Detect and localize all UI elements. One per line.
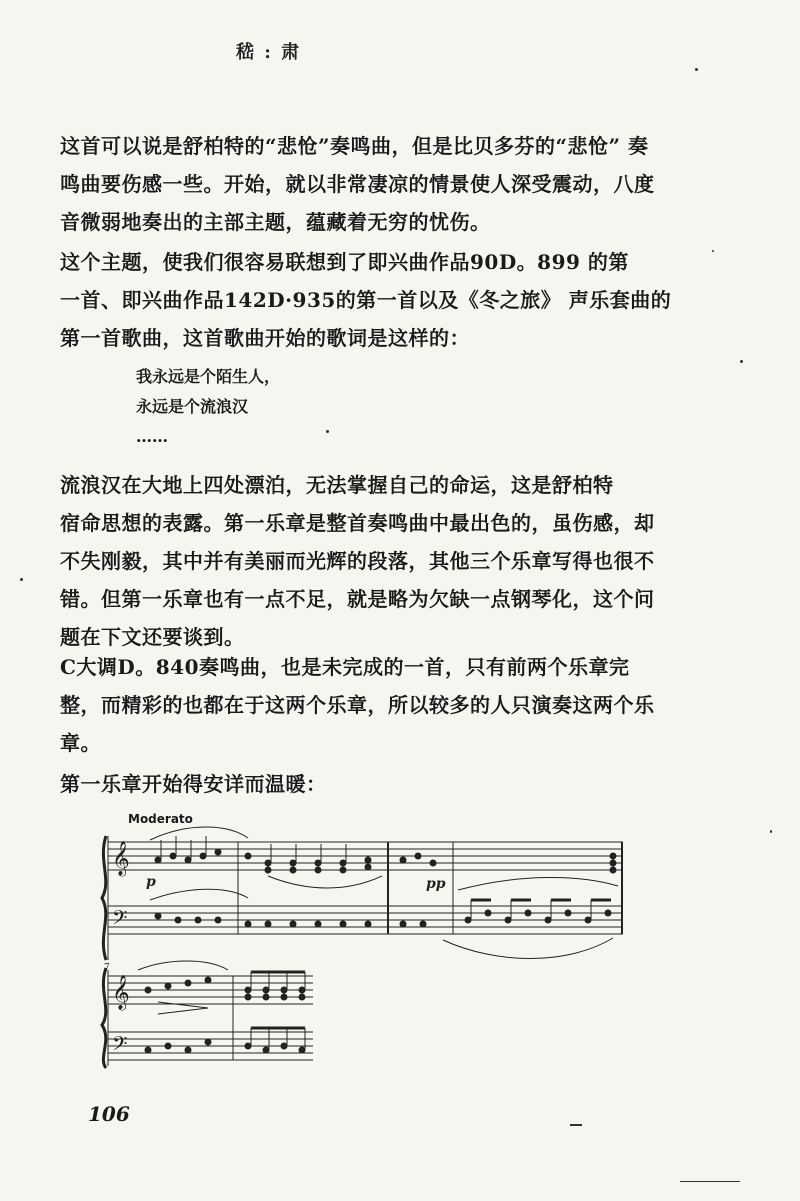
running-header: 嵇 : 肃 xyxy=(236,42,302,63)
text-line: 不失刚毅，其中并有美丽而光辉的段落，其他三个乐章写得也很不 xyxy=(60,549,655,573)
text-line: 音微弱地奏出的主部主题，蕴藏着无穷的忧伤。 xyxy=(60,210,491,234)
text-line: 整，而精彩的也都在于这两个乐章，所以较多的人只演奏这两个乐 xyxy=(60,693,655,717)
tempo-marking: Moderato xyxy=(128,812,193,826)
scan-speck xyxy=(680,1181,740,1182)
scan-speck xyxy=(20,578,23,581)
paragraph-5 xyxy=(60,765,670,803)
paragraph-1 xyxy=(60,127,670,241)
text-line: 题在下文还要谈到。 xyxy=(60,625,245,649)
music-score-excerpt xyxy=(98,820,638,1070)
treble-clef-icon: 𝄞 xyxy=(112,975,130,1010)
text-line: C大调D。840奏鸣曲，也是未完成的一首，只有前两个乐章完 xyxy=(60,655,630,679)
scan-speck xyxy=(570,1124,582,1126)
text-line: 宿命思想的表露。第一乐章是整首奏鸣曲中最出色的，虽伤感，却 xyxy=(60,511,655,535)
scan-speck xyxy=(770,830,772,833)
dynamic-pp: pp xyxy=(426,876,446,892)
measure-number: 7 xyxy=(104,963,110,973)
paragraph-3 xyxy=(60,466,670,656)
text-line: 章。 xyxy=(60,731,101,755)
lyric-line: 我永远是个陌生人， xyxy=(136,367,281,386)
lyric-line: 永远是个流浪汉 xyxy=(136,397,249,416)
bass-clef-icon: 𝄢 xyxy=(112,1032,128,1060)
dynamic-p: p xyxy=(146,874,156,890)
song-lyrics-quote xyxy=(136,362,280,452)
paragraph-4 xyxy=(60,648,670,762)
page-number: 106 xyxy=(88,1102,130,1126)
text-line: 这个主题，使我们很容易联想到了即兴曲作品90D。899 的第 xyxy=(60,250,629,274)
scan-speck xyxy=(712,250,714,252)
text-line: 流浪汉在大地上四处漂泊，无法掌握自己的命运，这是舒柏特 xyxy=(60,473,614,497)
text-line: 一首、即兴曲作品142D·935的第一首以及《冬之旅》 声乐套曲的 xyxy=(60,288,672,312)
text-line: 第一乐章开始得安详而温暖： xyxy=(60,772,327,796)
text-line: 第一首歌曲，这首歌曲开始的歌词是这样的： xyxy=(60,326,470,350)
lyric-line: …… xyxy=(136,427,168,446)
scan-speck xyxy=(326,430,329,433)
scan-speck xyxy=(740,360,743,363)
bass-clef-icon: 𝄢 xyxy=(112,906,128,934)
text-line: 鸣曲要伤感一些。开始，就以非常凄凉的情景使人深受震动，八度 xyxy=(60,172,655,196)
treble-clef-icon: 𝄞 xyxy=(112,841,130,876)
text-line: 错。但第一乐章也有一点不足，就是略为欠缺一点钢琴化，这个问 xyxy=(60,587,655,611)
text-line: 这首可以说是舒柏特的“悲怆”奏鸣曲，但是比贝多芬的“悲怆” 奏 xyxy=(60,134,649,158)
scan-speck xyxy=(695,68,698,71)
paragraph-2 xyxy=(60,243,670,357)
